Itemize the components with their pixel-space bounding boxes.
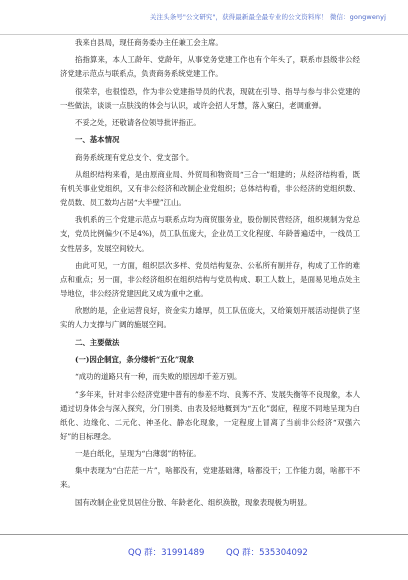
- qq-group-label-2: QQ 群：535304092: [226, 548, 308, 558]
- section-heading: 一、基本情况: [75, 135, 120, 145]
- paragraph: 掐指算来，本人工龄年、党龄年，从事党务党建工作也有个年头了，联系市县级非公经济党建示范点与联系点，负责商务系统党建工作。: [60, 55, 360, 79]
- paragraph: ”多年来，针对非公经济党建中普有的参差不均、良莠不齐、发展失衡等不良现象，本人通过切身体会与深入探究，分门别类、由表及轻地概到为“五化”弱症，程度不同地呈现为白纸化、边缘化、二元化、神圣化、静态化现象，一定程度上冒离了当前非公经济“双强六好”的目标理念。: [60, 389, 360, 441]
- paragraph: 欣慰的是，企业运营良好，资金实力雄厚，员工队伍庞大，又给策划开展活动提供了坚实的人力支撑与广阔的施展空间。: [60, 306, 360, 330]
- paragraph: 很荣幸，也很惶恐，作为非公党建指导员的代表，现就在引导、指导与参与非公党建的一些做法，谈谈一点肤浅的体会与认识，或许会招人牙慧，落入窠臼，老调重弹。: [60, 86, 360, 110]
- paragraph: 从组织结构来看，是由原商业局、外贸局和物资局“三合一”组建的；从经济结构看，既有机关事业党组织，又有非公经济和改制企业党组织；总体结构看，非公经济的党组织数、党员数、员工数均占居“大半壁”江山。: [60, 169, 360, 208]
- header-banner-text: 关注头条号"公文研究"，获得最新最全最专业的公文资料库！ 微信：gongwenyj: [149, 13, 386, 21]
- paragraph: 商务系统现有党总支个、党支部个。: [75, 152, 194, 162]
- qq-group-label-1: QQ 群：31991489: [128, 548, 205, 558]
- paragraph: 一是白纸化，呈现为“白薄弱”的特征。: [75, 449, 201, 459]
- paragraph: 由此可见，一方面，组织层次多样、党员结构复杂、公私所有制并存，构成了工作的难点和重点；另一面，非公经济组织在组织结构与党员构成、职工人数上，是面易见地点处主导地位，非公经济党建因此又成为重中之重。: [60, 260, 360, 298]
- paragraph: 国有改制企业党员居住分散、年龄老化、组织涣散，现象表现极为明显。: [75, 497, 312, 507]
- paragraph: 我机系的三个党建示范点与联系点均为商贸服务业，股份制民营经济，组织规制为党总支，党员比例偏少(不足4%)，员工队伍庞大，企业员工文化程度、年龄普遍适中，一线员工女性居多，发展空间较大。: [60, 215, 360, 253]
- document-body: [60, 36, 360, 510]
- section-heading: 二、主要做法: [75, 337, 120, 347]
- paragraph: “成功的道路只有一种，而失败的原因却千差万别。: [75, 372, 242, 382]
- paragraph: 不妥之处，还敬请各位领导批评指正。: [75, 118, 201, 128]
- page-footer: [0, 534, 408, 565]
- subsection-heading: (一)因企制宜，条分缕析“五化”现象: [75, 354, 194, 364]
- paragraph: 我来自县局，现任商务委办主任兼工会主席。: [75, 38, 223, 47]
- page-header: [0, 0, 408, 35]
- paragraph: 集中表现为“白茫茫一片”，啥都没有，党建基础薄，啥都没干；工作能力弱，啥都干不来。: [60, 466, 360, 490]
